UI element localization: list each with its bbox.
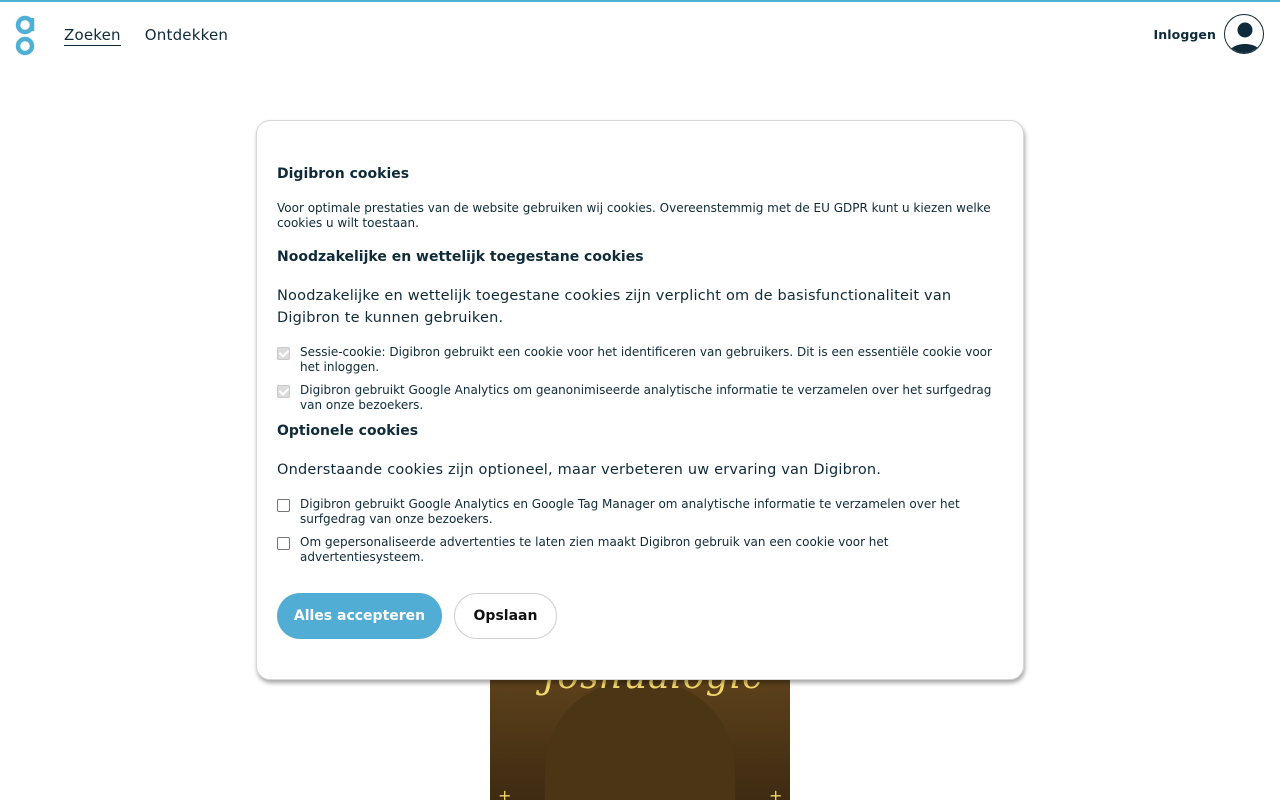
login-area[interactable] — [1154, 14, 1265, 54]
optional-cookies-text: Onderstaande cookies zijn optioneel, maar verbeteren uw ervaring van Digibron. — [277, 462, 882, 478]
cookie-option-advertising[interactable] — [277, 535, 1001, 565]
cover-person — [545, 680, 735, 800]
nav-item-zoeken[interactable]: Zoeken — [64, 26, 121, 44]
session-cookie-label: Sessie-cookie: Digibron gebruikt een cookie voor het identificeren van gebruikers. Dit is een essentiële cookie voor het inloggen. — [300, 345, 992, 374]
cover-plus-right: + — [769, 786, 783, 800]
digibron-logo[interactable] — [14, 15, 38, 57]
cookie-modal-actions — [277, 593, 557, 639]
login-link[interactable]: Inloggen — [1153, 26, 1216, 42]
advertising-checkbox[interactable] — [277, 537, 290, 550]
main-nav — [64, 26, 228, 46]
advertising-label[interactable]: Om gepersonaliseerde advertenties te laten zien maakt Digibron gebruik van een cookie voor het advertentiesysteem. — [300, 535, 889, 564]
user-avatar-icon[interactable] — [1224, 14, 1264, 54]
cookie-option-analytics-gtm[interactable] — [277, 497, 1001, 527]
cookie-modal-title: Digibron cookies — [277, 166, 410, 182]
analytics-gtm-checkbox[interactable] — [277, 499, 290, 512]
cover-plus-left: + — [498, 786, 512, 800]
cookie-intro-text: Voor optimale prestaties van de website gebruiken wij cookies. Overeenstemmig met de EU GDPR kunt u kiezen welke cookies u wilt toestaan. — [277, 201, 991, 230]
analytics-gtm-label[interactable]: Digibron gebruikt Google Analytics en Google Tag Manager om analytische informatie te verzamelen over het surfgedrag van onze bezoekers. — [300, 497, 960, 526]
necessary-cookies-heading: Noodzakelijke en wettelijk toegestane cookies — [277, 249, 644, 265]
site-header — [0, 2, 1280, 68]
optional-cookies-heading: Optionele cookies — [277, 423, 419, 439]
cookie-option-analytics-anon — [277, 383, 1001, 413]
necessary-cookies-text: Noodzakelijke en wettelijk toegestane cookies zijn verplicht om de basisfunctionaliteit van Digibron te kunnen gebruiken. — [277, 288, 952, 326]
accept-all-button[interactable]: Alles accepteren — [277, 593, 442, 639]
nav-item-ontdekken[interactable]: Ontdekken — [144, 26, 229, 44]
session-cookie-checkbox — [277, 347, 290, 360]
analytics-anon-checkbox — [277, 385, 290, 398]
cookie-consent-modal — [256, 120, 1024, 680]
analytics-anon-label: Digibron gebruikt Google Analytics om geanonimiseerde analytische informatie te verzamelen over het surfgedrag van onze bezoekers. — [300, 383, 992, 412]
cookie-option-session — [277, 345, 1001, 375]
save-button[interactable]: Opslaan — [454, 593, 557, 639]
